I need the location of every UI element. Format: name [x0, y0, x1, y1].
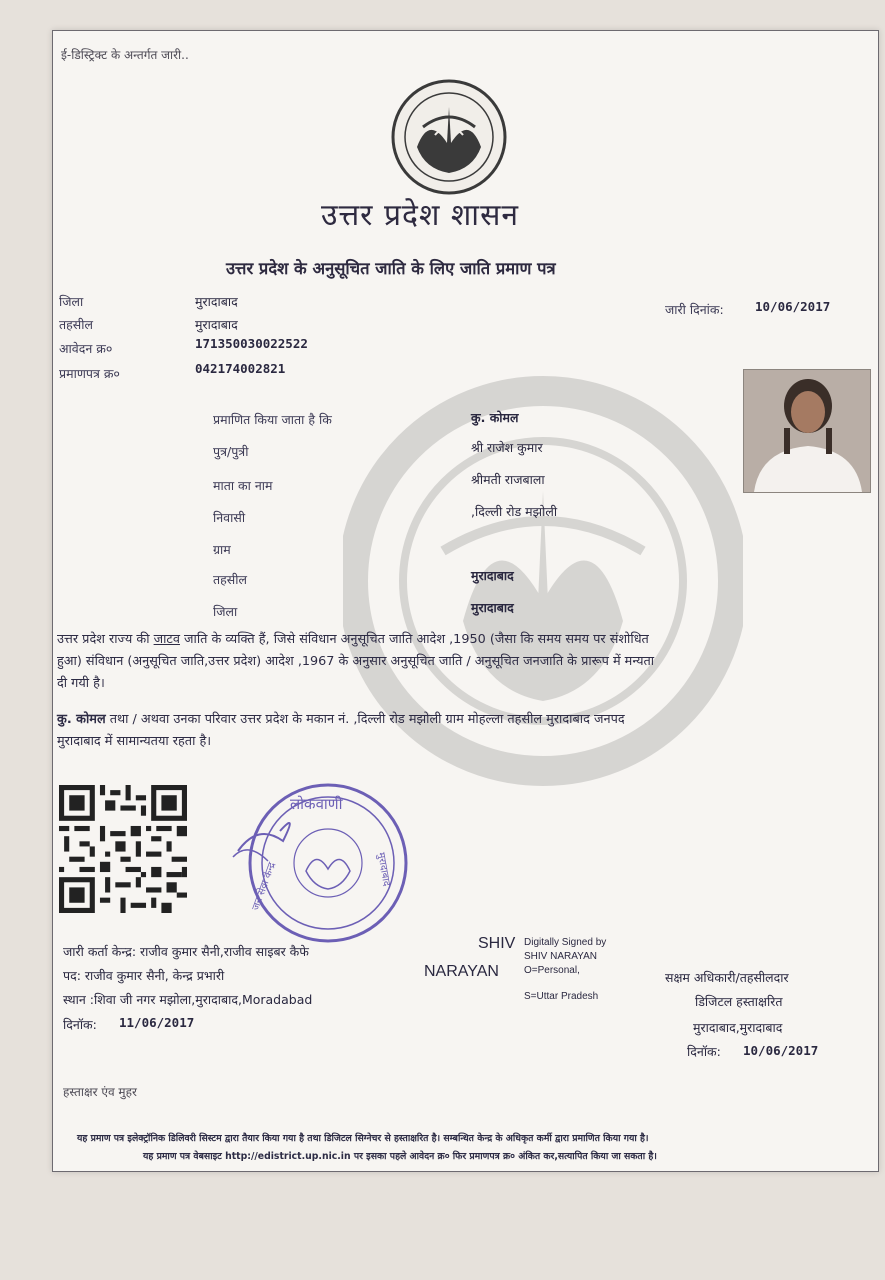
signer-name: SHIV NARAYAN [524, 951, 597, 962]
footer-line-1: यह प्रमाण पत्र इलेक्ट्रॉनिक डिलिवरी सिस्टम द्वारा तैयार किया गया है तथा डिजिटल सिग्नेचर से हस्ताक्षरित है। सम्बन्धित केन्द्र के अधिकृत कर्मी द्वारा प्रमाणित किया गया है। [77, 1133, 649, 1144]
issuing-center: जारी कर्ता केन्द्र: राजीव कुमार सैनी,राजीव साइबर कैफे [63, 944, 309, 959]
body-p1-d: दी गयी है। [57, 676, 105, 691]
tehsil-value: मुरादाबाद [195, 317, 238, 332]
issuer-place: स्थान :शिवा जी नगर मझोला,मुरादाबाद,Moradabad [63, 992, 313, 1007]
authority-place: मुरादाबाद,मुरादाबाद [693, 1020, 783, 1035]
issued-under-note: ई-डिस्ट्रिक्ट के अन्तर्गत जारी.. [61, 48, 189, 62]
body-p1-c: हुआ) संविधान (अनुसूचित जाति,उत्तर प्रदेश) आदेश ,1967 के अनुसार अनुसूचित जाति / अनुसूचित जनजाति के प्रारूप में मन्यता [57, 654, 655, 669]
detail-tehsil-label: तहसील [213, 572, 247, 587]
body-p2-b: मुरादाबाद में सामान्यतया रहता है। [57, 734, 212, 749]
signature-name-line2: NARAYAN [424, 963, 499, 980]
issue-date-label: जारी दिनांक: [665, 302, 724, 317]
issuer-date-label: दिनॉक: [63, 1017, 97, 1032]
up-government-emblem-icon [389, 77, 509, 197]
official-stamp-icon [228, 771, 428, 951]
issuer-date-value: 11/06/2017 [119, 1015, 195, 1030]
signature-state: S=Uttar Pradesh [524, 991, 599, 1002]
resident-label: निवासी [213, 510, 246, 525]
signature-seal-label: हस्ताक्षर एंव मुहर [63, 1085, 137, 1099]
mother-name: श्रीमती राजबाला [471, 472, 545, 487]
body-p2-name: कु. कोमल [57, 712, 106, 727]
body-paragraph-2 [57, 709, 867, 753]
certified-label: प्रमाणित किया जाता है कि [213, 412, 332, 427]
detail-district-value: मुरादाबाद [471, 600, 514, 615]
certificate-number-label: प्रमाणपत्र क्र० [59, 366, 120, 381]
certificate-subtitle: उत्तर प्रदेश के अनुसूचित जाति के लिए जाति प्रमाण पत्र [226, 259, 556, 278]
signature-org: O=Personal, [524, 965, 580, 976]
signature-name-line1: SHIV [478, 935, 516, 952]
application-number-label: आवेदन क्र० [59, 341, 113, 356]
body-p1-b: जाति के व्यक्ति हैं, जिसे संविधान अनुसूचित जाति आदेश ,1950 (जैसा कि समय समय पर संशोधित [184, 632, 649, 647]
mother-label: माता का नाम [213, 478, 273, 493]
detail-tehsil-value: मुरादाबाद [471, 568, 514, 583]
resident-value: ,दिल्ली रोड मझोली [471, 504, 558, 519]
certificate-paper [52, 30, 879, 1172]
application-number: 171350030022522 [195, 336, 308, 351]
body-p1-a: उत्तर प्रदेश राज्य की [57, 632, 150, 647]
detail-district-label: जिला [213, 604, 238, 619]
footer-line-2: यह प्रमाण पत्र वेबसाइट http://edistrict.up.nic.in पर इसका पहले आवेदन क्र० फिर प्रमाणपत्र क्र० अंकित कर,सत्यापित किया जा सकता है। [143, 1151, 657, 1162]
stamp-text-side: जन सेवा केन्द्र [250, 860, 279, 913]
digital-signature-block [424, 935, 654, 1005]
caste-name: जाटव [153, 632, 180, 647]
authority-date-label: दिनॉक: [687, 1044, 721, 1059]
issuer-post: पद: राजीव कुमार सैनी, केन्द्र प्रभारी [63, 968, 225, 983]
authority-signed: डिजिटल हस्ताक्षरित [695, 994, 783, 1009]
tehsil-label: तहसील [59, 317, 93, 332]
certificate-number: 042174002821 [195, 361, 286, 376]
child-of-label: पुत्र/पुत्री [213, 444, 249, 459]
body-p2-a: तथा / अथवा उनका परिवार उत्तर प्रदेश के मकान नं. ,दिल्ली रोड मझोली ग्राम मोहल्ला तहसील मुरादाबाद जनपद [109, 712, 625, 727]
father-name: श्री राजेश कुमार [471, 440, 543, 455]
authority-date-value: 10/06/2017 [743, 1043, 819, 1058]
village-label: ग्राम [213, 542, 231, 557]
authority-title: सक्षम अधिकारी/तहसीलदार [665, 970, 789, 985]
district-value: मुरादाबाद [195, 294, 238, 309]
signed-by-label: Digitally Signed by [524, 937, 607, 948]
issue-date-value: 10/06/2017 [755, 299, 831, 314]
applicant-photo [743, 369, 871, 493]
certificate-title: उत्तर प्रदेश शासन [321, 198, 520, 233]
district-label: जिला [59, 294, 84, 309]
stamp-text-top: लोकवाणी [290, 795, 343, 813]
body-paragraph-1 [57, 629, 867, 695]
applicant-name: कु. कोमल [471, 410, 519, 425]
qr-code [59, 785, 187, 913]
stamp-text-right: मुरादाबाद [375, 851, 392, 888]
